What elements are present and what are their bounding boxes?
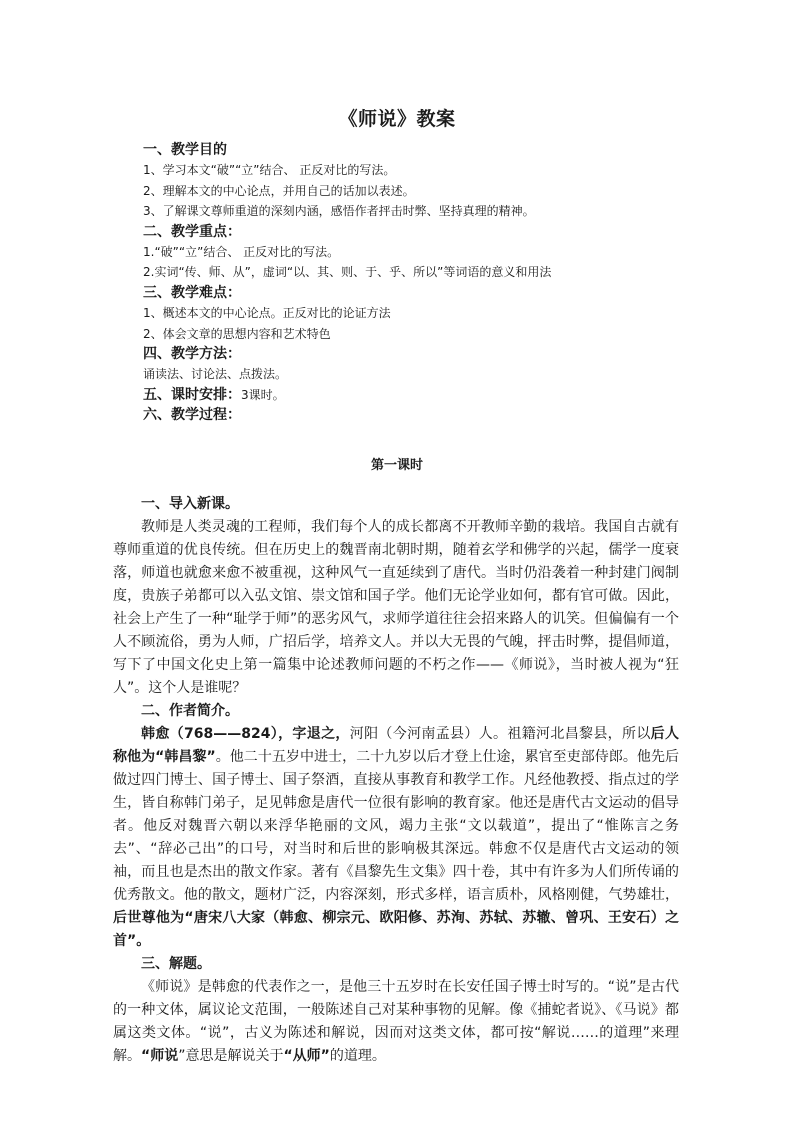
lesson-title: 第一课时: [370, 458, 423, 473]
goal-item: 2、理解本文的中心论点，并用自己的话加以表述。: [143, 183, 415, 198]
difficulty-item: 2、体会文章的思想内容和艺术特色: [143, 326, 331, 341]
goal-item: 1、学习本文“破”“立”结合、 正反对比的写法。: [143, 163, 396, 178]
method-heading: 四、教学方法：: [143, 345, 241, 362]
goal-item: 3、了解课文尊师重道的深刻内涵，感悟作者抨击时弊、坚持真理的精神。: [143, 204, 535, 219]
intro-paragraph: 教师是人类灵魂的工程师，我们每个人的成长都离不开教师辛勤的栽培。我国自古就有尊师重道的优良传统。但在历史上的魏晋南北朝时期，随着玄学和佛学的兴起，儒学一度衰落，师道也就愈来愈不被重视，这种风气一直延续到了唐代。当时仍沿袭着一种封建门阀制度，贵族子弟都可以入弘文馆、崇文馆和国子学。他们无论学业如何，都有官可做。因此，社会上产生了一种“耻学于师”的恶劣风气，求师学道往往会招来路人的讥笑。但偏偏有一个人不顾流俗，勇为人师，广招后学，培养文人。并以大无畏的气魄，抨击时弊，提倡师道，写下了中国文化史上第一篇集中论述教师问题的不朽之作——《师说》，当时被人视为“狂人”。这个人是谁呢？: [113, 519, 679, 696]
schedule-heading: 五、课时安排：: [143, 386, 241, 403]
intro-heading: 一、导入新课。: [141, 496, 239, 512]
author-name: 韩愈（768——824），字退之，: [141, 726, 350, 742]
lesson-body: [113, 493, 679, 1068]
title-expl-paragraph: 《师说》是韩愈的代表作之一，是他三十五岁时在长安任国子博士时写的。“说”是古代的一种文体，属议论文范围，一般陈述自己对某种事物的见解。像《捕蛇者说》、《马说》都属这类文体。“说”，古义为陈述和解说，因而对这类文体，都可按“解说……的道理”来理解。“师说”意思是解说关于“从师”的道理。: [113, 979, 679, 1064]
process-heading: 六、教学过程：: [143, 407, 241, 424]
difficulty-item: 1、概述本文的中心论点。正反对比的论证方法: [143, 306, 391, 321]
goals-heading: 一、教学目的: [143, 142, 227, 158]
document-title: 《师说》教案: [338, 108, 456, 130]
title-expl-heading: 三、解题。: [141, 956, 211, 972]
focus-item: 1.“破”“立”结合、 正反对比的写法。: [143, 244, 340, 259]
focus-item: 2.实词“传、师、从”，虚词“以、其、则、于、乎、所以”等词语的意义和用法: [143, 265, 552, 280]
author-paragraph: 韩愈（768——824），字退之，河阳（今河南孟县）人。祖籍河北昌黎县，所以后人称他为“韩昌黎”。他二十五岁中进士，二十九岁以后才登上仕途，累官至吏部侍郎。他先后做过四门博士、国子博士、国子祭酒，直接从事教育和教学工作。凡经他教授、指点过的学生，皆自称韩门弟子，足见韩愈是唐代一位很有影响的教育家。他还是唐代古文运动的倡导者。他反对魏晋六朝以来浮华艳丽的文风，竭力主张“文以载道”，提出了“惟陈言之务去”、“辞必己出”的口号，对当时和后世的影响极其深远。韩愈不仅是唐代古文运动的领袖，而且也是杰出的散文作家。著有《昌黎先生文集》四十卷，其中有许多为人们所传诵的优秀散文。他的散文，题材广泛，内容深刻，形式多样，语言质朴，风格刚健，气势雄壮，后世尊他为“唐宋八大家（韩愈、柳宗元、欧阳修、苏洵、苏轼、苏辙、曾巩、王安石）之首”。: [113, 726, 680, 949]
author-honor: 后世尊他为“唐宋八大家（韩愈、柳宗元、欧阳修、苏洵、苏轼、苏辙、曾巩、王安石）之首”。: [113, 910, 679, 949]
difficulty-heading: 三、教学难点：: [143, 284, 241, 301]
schedule-text: 3课时。: [241, 387, 285, 402]
lesson-plan-outline: [143, 140, 663, 425]
author-heading: 二、作者简介。: [141, 703, 239, 719]
focus-heading: 二、教学重点：: [143, 223, 241, 240]
author-nickname: 后人称他为“韩昌黎”: [113, 726, 680, 765]
method-text: 诵读法、讨论法、点拨法。: [143, 367, 288, 382]
